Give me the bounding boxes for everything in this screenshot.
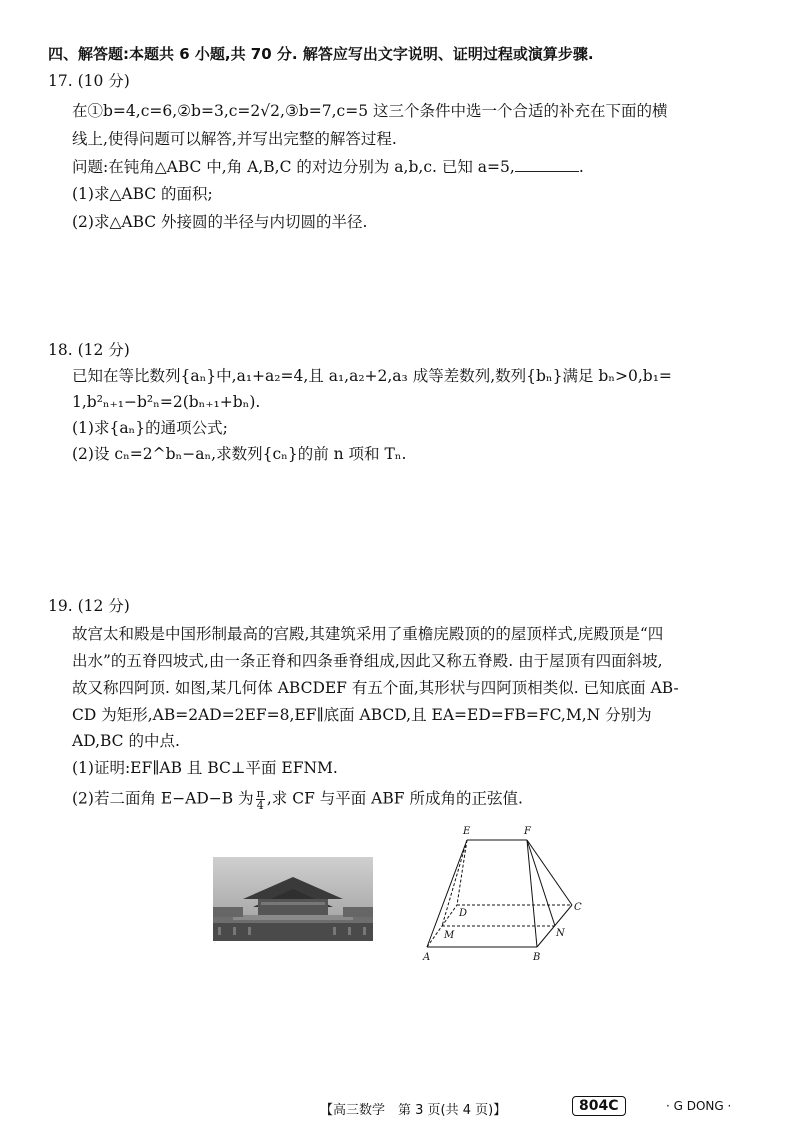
q18-number: 18. (12 分) — [48, 341, 130, 359]
page-info: 【高三数学 第 3 页(共 4 页)】 — [320, 1103, 507, 1118]
q17-line-3 — [72, 157, 584, 177]
q19-part-2-a: (2)若二面角 E−AD−B 为 — [72, 789, 254, 808]
q17-question: 问题:在钝角△ABC 中,角 A,B,C 的对边分别为 a,b,c. 已知 a=5, — [72, 158, 515, 176]
q17-period: . — [578, 158, 584, 176]
label-f: F — [524, 826, 531, 837]
q17-part-2: (2)求△ABC 外接圆的半径与内切圆的半径. — [72, 213, 368, 231]
q19-line-1: 故宫太和殿是中国形制最高的宫殿,其建筑采用了重檐庑殿顶的的屋顶样式,庑殿顶是“四 — [72, 625, 664, 643]
paper-code: 804C — [572, 1096, 626, 1116]
page-footer — [0, 1096, 794, 1120]
q19-line-5: AD,BC 的中点. — [72, 732, 180, 750]
label-n: N — [556, 928, 565, 939]
solid-figure — [415, 820, 590, 965]
edge-fc — [527, 840, 572, 905]
fraction-denominator: 4 — [256, 799, 264, 812]
q17-number: 17. (10 分) — [48, 72, 130, 90]
q19-line-3: 故又称四阿顶. 如图,某几何体 ABCDEF 有五个面,其形状与四阿顶相类似. 已知底面 AB- — [72, 679, 679, 697]
brand-mark: · G DONG · — [666, 1099, 732, 1113]
q18-part-2: (2)设 cₙ=2^bₙ−aₙ,求数列{cₙ}的前 n 项和 Tₙ. — [72, 445, 407, 463]
q19-part-1: (1)证明:EF∥AB 且 BC⊥平面 EFNM. — [72, 759, 338, 777]
section-title: 四、解答题:本题共 6 小题,共 70 分. 解答应写出文字说明、证明过程或演算步骤. — [48, 45, 594, 63]
q18-line-2: 1,b²ₙ₊₁−b²ₙ=2(bₙ₊₁+bₙ). — [72, 393, 261, 411]
q18-line-1: 已知在等比数列{aₙ}中,a₁+a₂=4,且 a₁,a₂+2,a₃ 成等差数列,数列{bₙ}满足 bₙ>0,b₁= — [72, 367, 672, 385]
label-c: C — [574, 902, 582, 913]
q18-part-1: (1)求{aₙ}的通项公式; — [72, 419, 228, 437]
q19-part-2 — [72, 788, 523, 811]
answer-blank — [515, 157, 579, 172]
q19-number: 19. (12 分) — [48, 597, 130, 615]
q19-line-2: 出水”的五脊四坡式,由一条正脊和四条垂脊组成,因此又称五脊殿. 由于屋顶有四面斜坡, — [72, 652, 663, 670]
label-a: A — [423, 952, 431, 963]
fraction-numerator: π — [256, 787, 264, 800]
q17-line-2: 线上,使得问题可以解答,并写出完整的解答过程. — [72, 130, 397, 148]
palace-photo — [213, 857, 373, 941]
label-e: E — [463, 826, 471, 837]
q19-line-4: CD 为矩形,AB=2AD=2EF=8,EF∥底面 ABCD,且 EA=ED=FB=FC,M,N 分别为 — [72, 706, 652, 724]
q17-part-1: (1)求△ABC 的面积; — [72, 185, 213, 203]
q17-line-1: 在①b=4,c=6,②b=3,c=2√2,③b=7,c=5 这三个条件中选一个合适的补充在下面的横 — [72, 102, 668, 120]
edge-ed — [457, 840, 467, 905]
label-m: M — [444, 930, 455, 941]
pi-over-4-fraction — [256, 788, 265, 811]
q19-part-2-b: ,求 CF 与平面 ABF 所成角的正弦值. — [266, 789, 523, 808]
label-d: D — [459, 908, 468, 919]
label-b: B — [533, 952, 541, 963]
